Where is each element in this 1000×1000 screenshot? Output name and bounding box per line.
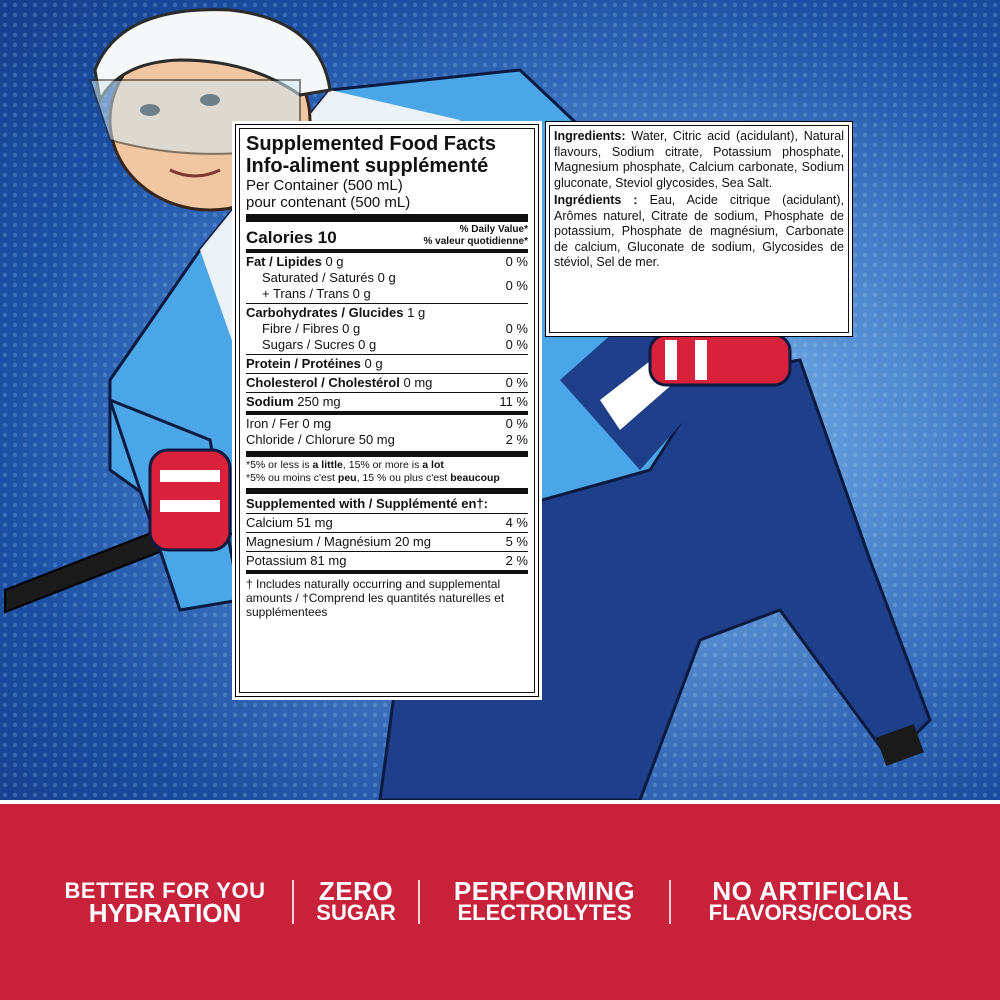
supplemented-heading: Supplemented with / Supplémenté en†: [246,496,488,511]
divider [246,411,528,415]
divider [246,551,528,552]
ingredients-en-label: Ingredients: [554,129,626,143]
dv-fr: % valeur quotidienne [423,236,525,247]
saturated-label: Saturated / Saturés 0 g [262,270,396,285]
divider [246,392,528,393]
trans-label: + Trans / Trans 0 g [262,286,371,301]
claim-zero-sugar-line2: SUGAR [316,900,396,925]
claim-no-artificial-line2: FLAVORS/COLORS [708,900,913,925]
sugars-dv: 0 % [505,337,528,352]
divider [246,451,528,457]
magnesium-row [246,534,528,550]
claim-hydration [50,878,280,928]
cholesterol-dv: 0 % [505,375,528,390]
calories-row [246,224,528,248]
cholesterol-amount: 0 mg [403,375,433,390]
calories-label: Calories 10 [246,228,337,247]
divider [246,373,528,374]
claim-no-artificial [683,876,938,925]
dv-note-en: *5% or less is a little, 15% or more is a lot [246,459,444,471]
carb-label: Carbohydrates / Glucides [246,305,404,320]
iron-row [246,416,528,432]
claim-electrolytes-line2: ELECTROLYTES [457,900,632,925]
claim-separator [418,880,420,924]
facts-title-fr: Info-aliment supplémenté [246,155,489,177]
ingredients-en-text: Water, Citric acid (acidulant), Natural flavours, Sodium citrate, Potassium phosphate, Magnesium phosphate, Calcium carbonate, Sodium gluconate, Steviol glycosides, Sea Salt. [554,129,844,190]
serving-en: Per Container (500 mL) [246,177,403,194]
protein-row [246,356,528,372]
sodium-amount: 250 mg [297,394,341,409]
carb-amount: 1 g [407,305,426,320]
sodium-label: Sodium [246,394,294,409]
dv-en: % Daily Value [459,224,525,235]
claim-electrolytes [432,876,657,925]
ingredients-fr [554,193,844,271]
potassium-row [246,553,528,569]
divider [246,532,528,533]
ingredients-fr-label: Ingrédients : [554,193,638,207]
fat-row [246,254,528,270]
calcium-label: Calcium 51 mg [246,515,333,530]
claim-separator [292,880,294,924]
dv-mark-fr: * [524,236,528,247]
magnesium-dv: 5 % [505,534,528,549]
claims-row [50,877,950,927]
potassium-dv: 2 % [505,553,528,568]
claims-band [0,800,1000,1000]
calcium-row [246,515,528,531]
ingredients-en [554,129,844,191]
sodium-dv: 11 % [499,394,528,409]
divider [246,249,528,253]
footnote: † Includes naturally occurring and supplemental amounts / †Comprend les quantités naturelles et supplémentees [246,577,505,619]
divider [246,214,528,222]
cholesterol-row [246,375,528,391]
chloride-row [246,432,528,448]
claim-hydration-line2: HYDRATION [88,898,242,928]
sat-trans-dv: 0 % [505,278,528,293]
serving-fr: pour contenant (500 mL) [246,194,411,211]
dv-note-fr: *5% ou moins c'est peu, 15 % ou plus c'est beaucoup [246,472,500,484]
fibre-row [246,321,528,337]
claim-no-artificial-line1: NO ARTIFICIAL [712,876,909,906]
sodium-row [246,394,528,410]
claim-separator [669,880,671,924]
ingredients-panel [545,121,853,337]
cholesterol-label: Cholesterol / Cholestérol [246,375,400,390]
facts-title-en: Supplemented Food Facts [246,133,497,155]
protein-label: Protein / Protéines [246,356,361,371]
fibre-label: Fibre / Fibres 0 g [262,321,361,336]
claim-hydration-line1: BETTER FOR YOU [64,878,266,903]
divider [246,354,528,355]
carb-row [246,305,528,321]
divider [246,570,528,574]
fat-amount: 0 g [325,254,344,269]
ingredients-fr-text: Eau, Acide citrique (acidulant), Arômes naturel, Citrate de sodium, Phosphate de potassium, Phosphate de magnésium, Carbonate de calcium, Gluconate de sodium, Glycosides de stéviol, Sel de mer. [554,193,844,269]
chloride-dv: 2 % [505,432,528,447]
divider [246,303,528,304]
magnesium-label: Magnesium / Magnésium 20 mg [246,534,431,549]
nutrition-facts-table [232,121,542,700]
potassium-label: Potassium 81 mg [246,553,347,568]
claim-zero-sugar [306,876,406,925]
dv-mark: * [524,224,528,235]
divider [246,488,528,494]
daily-value-header [424,224,528,248]
sat-trans-row [246,270,528,302]
divider [246,513,528,514]
sugars-label: Sugars / Sucres 0 g [262,337,377,352]
claim-zero-sugar-line1: ZERO [318,876,394,906]
fat-label: Fat / Lipides [246,254,322,269]
iron-dv: 0 % [505,416,528,431]
fibre-dv: 0 % [505,321,528,336]
protein-amount: 0 g [364,356,383,371]
chloride-label: Chloride / Chlorure 50 mg [246,432,395,447]
fat-dv: 0 % [505,254,528,269]
iron-label: Iron / Fer 0 mg [246,416,332,431]
supplemented-heading-row [246,496,528,512]
sugars-row [246,337,528,353]
claim-electrolytes-line1: PERFORMING [453,876,636,906]
calcium-dv: 4 % [505,515,528,530]
